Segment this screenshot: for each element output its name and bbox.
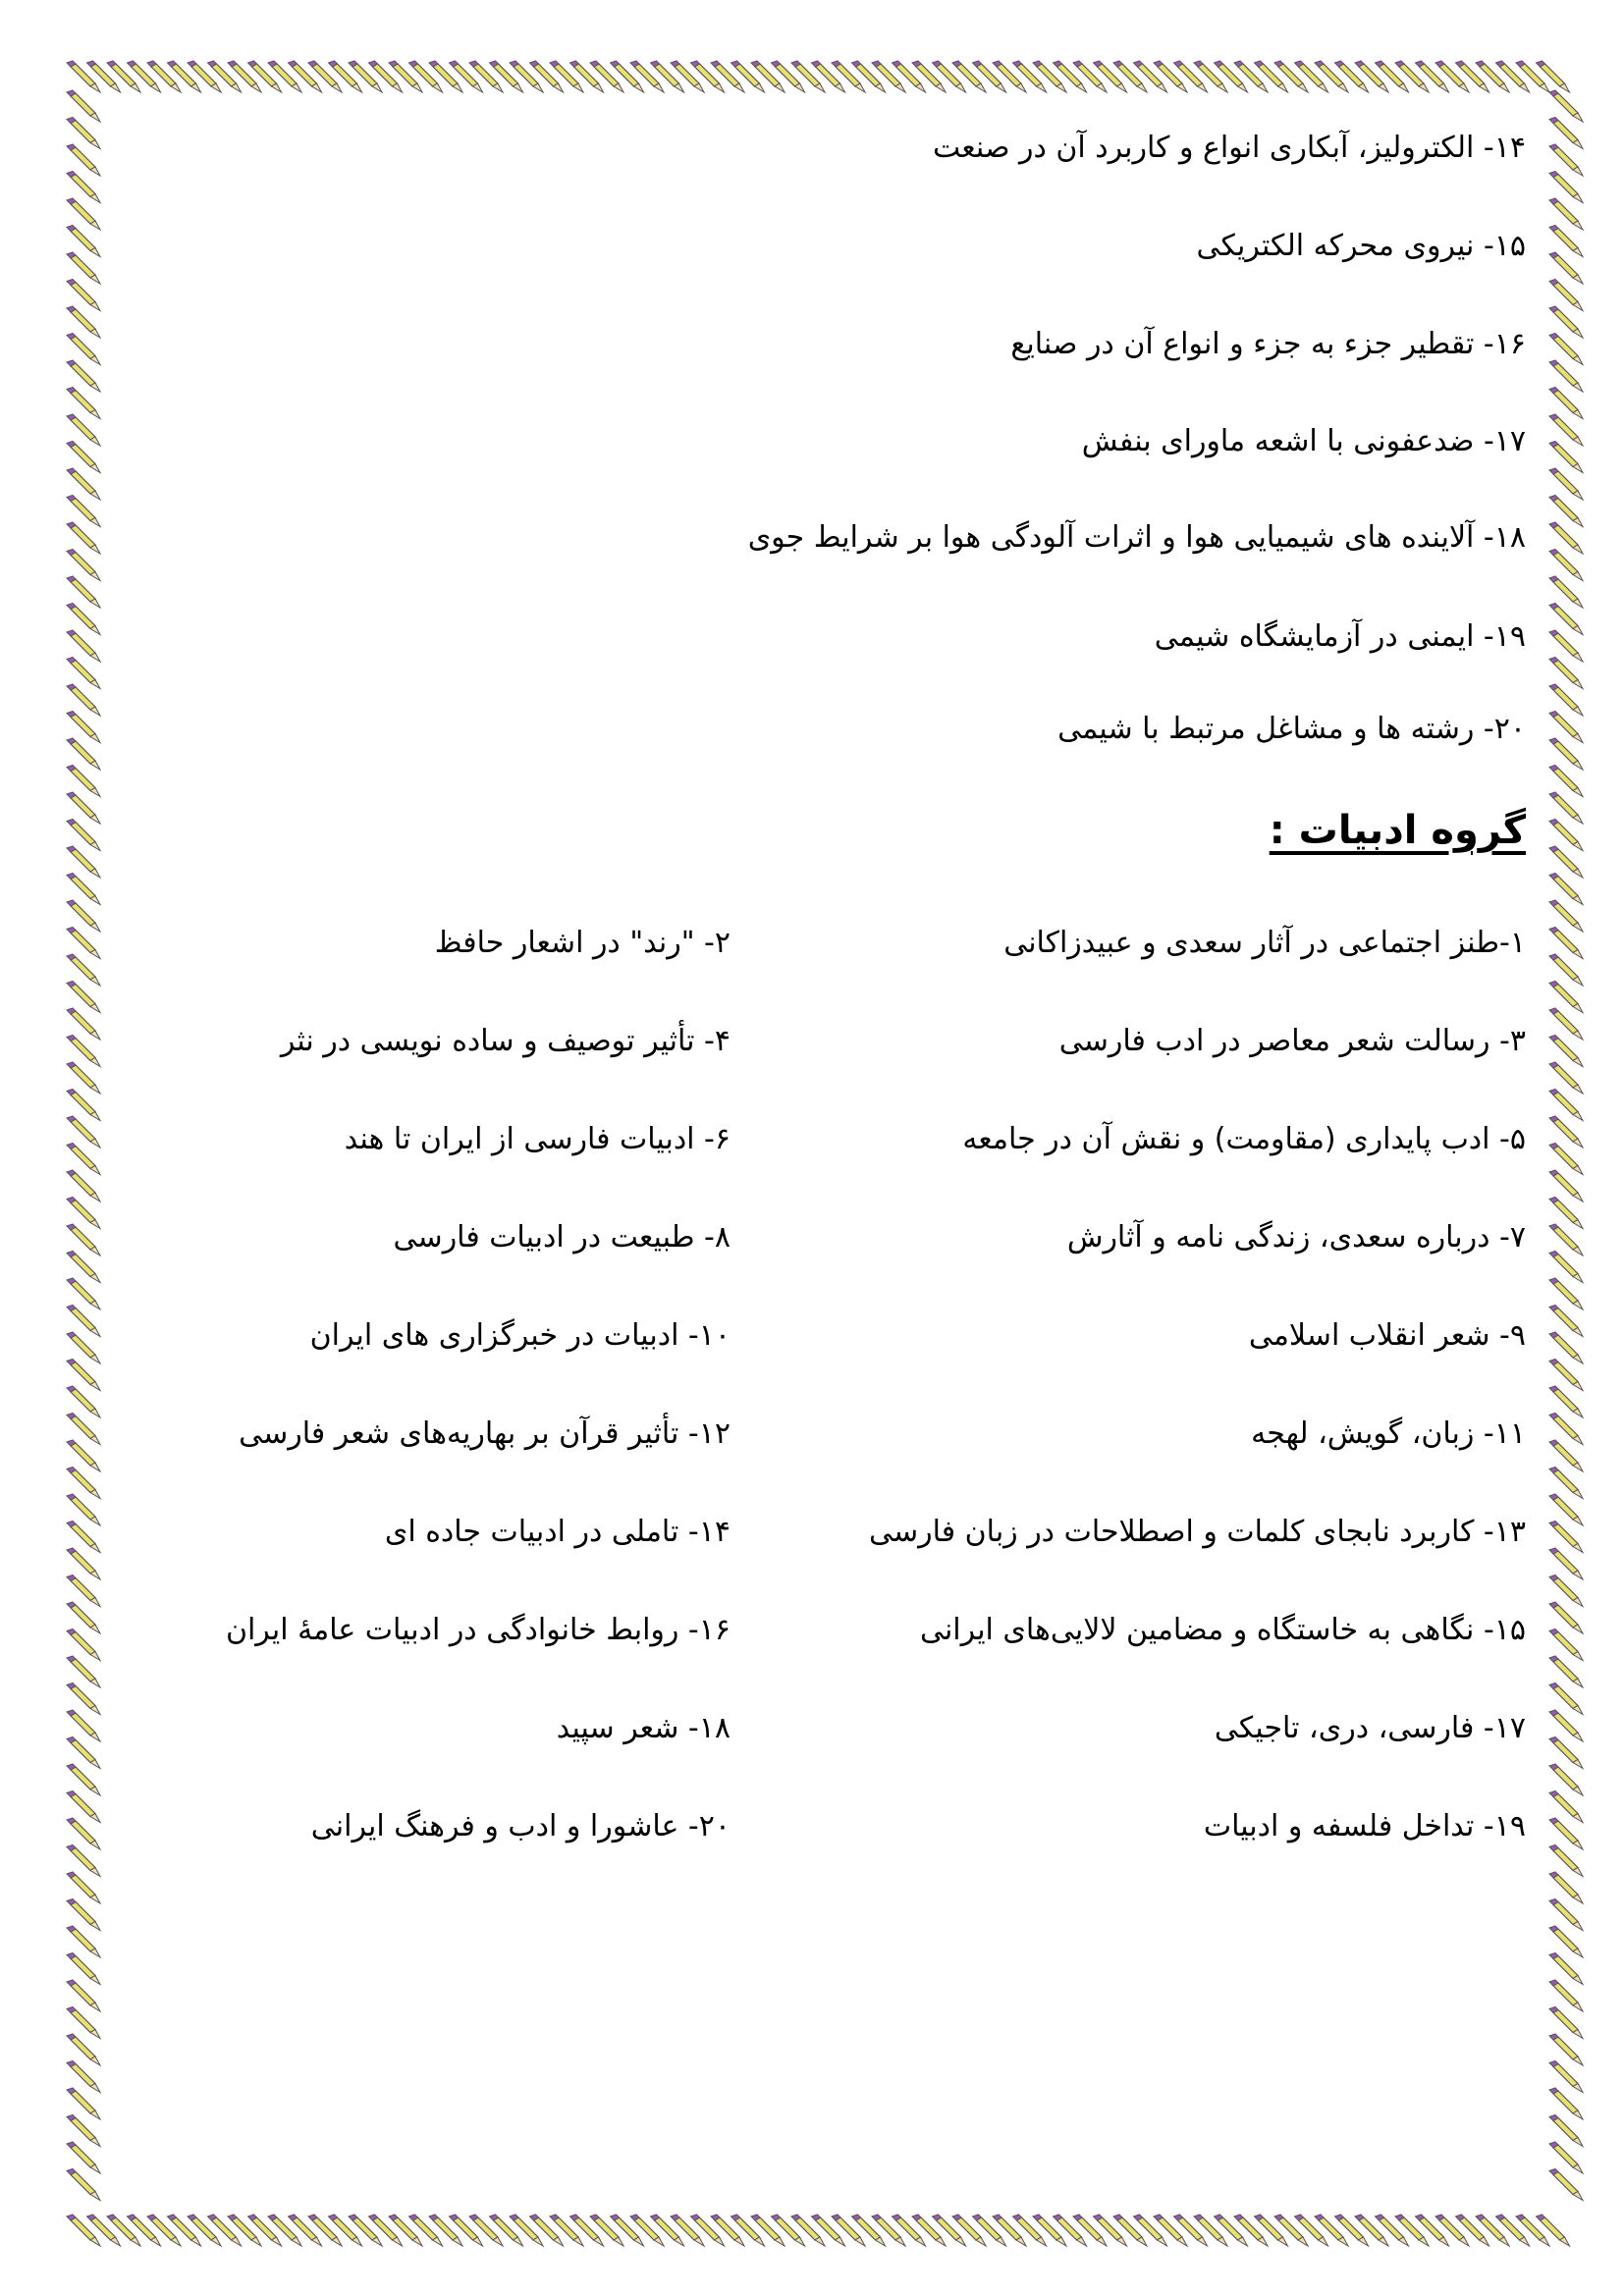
chemistry-topic-18: ۱۸- آلاینده های شیمیایی هوا و اثرات آلودگی هوا بر شرایط جوی (747, 520, 1526, 555)
chemistry-topic-17: ۱۷- ضدعفونی با اشعه ماورای بنفش (1081, 424, 1526, 458)
literature-topic-6: ۶- ادبیات فارسی از ایران تا هند (344, 1122, 731, 1156)
literature-topic-12: ۱۲- تأثیر قرآن بر بهاریه‌های شعر فارسی (239, 1416, 731, 1451)
literature-topic-3: ۳- رسالت شعر معاصر در ادب فارسی (1058, 1024, 1526, 1058)
literature-topic-5: ۵- ادب پایداری (مقاومت) و نقش آن در جامعه (962, 1122, 1526, 1156)
literature-topic-4: ۴- تأثیر توصیف و ساده نویسی در نثر (280, 1024, 731, 1058)
literature-topic-13: ۱۳- کاربرد نابجای کلمات و اصطلاحات در زبان فارسی (869, 1515, 1526, 1549)
literature-topic-20: ۲۰- عاشورا و ادب و فرهنگ ایرانی (310, 1809, 731, 1843)
chemistry-topic-14: ۱۴- الکترولیز، آبکاری انواع و کاربرد آن در صنعت (932, 131, 1526, 165)
literature-topic-2: ۲- "رند" در اشعار حافظ (434, 926, 731, 960)
literature-topic-15: ۱۵- نگاهی به خاستگاه و مضامین لالایی‌های ایرانی (919, 1613, 1526, 1647)
literature-topic-11: ۱۱- زبان، گویش، لهجه (1251, 1416, 1526, 1451)
literature-topic-17: ۱۷- فارسی، دری، تاجیکی (1214, 1711, 1526, 1745)
literature-topic-8: ۸- طبیعت در ادبیات فارسی (393, 1220, 731, 1255)
literature-topic-19: ۱۹- تداخل فلسفه و ادبیات (1203, 1809, 1526, 1843)
chemistry-topic-16: ۱۶- تقطیر جزء به جزء و انواع آن در صنایع (1010, 327, 1526, 361)
literature-topic-1: ۱-طنز اجتماعی در آثار سعدی و عبیدزاکانی (1003, 926, 1526, 960)
chemistry-topic-20: ۲۰- رشته ها و مشاغل مرتبط با شیمی (1057, 712, 1526, 746)
chemistry-topic-19: ۱۹- ایمنی در آزمایشگاه شیمی (1154, 619, 1526, 654)
literature-topic-18: ۱۸- شعر سپید (556, 1711, 731, 1745)
literature-topic-16: ۱۶- روابط خانوادگی در ادبیات عامهٔ ایران (225, 1613, 731, 1647)
chemistry-topic-15: ۱۵- نیروی محرکه الکتریکی (1196, 229, 1526, 263)
literature-topic-14: ۱۴- تاملی در ادبیات جاده ای (384, 1515, 731, 1549)
literature-group-heading: گروه ادبیات : (1269, 808, 1526, 853)
literature-topic-10: ۱۰- ادبیات در خبرگزاری های ایران (309, 1318, 731, 1353)
literature-topic-7: ۷- درباره سعدی، زندگی نامه و آثارش (1066, 1220, 1526, 1255)
literature-topic-9: ۹- شعر انقلاب اسلامی (1248, 1318, 1526, 1353)
